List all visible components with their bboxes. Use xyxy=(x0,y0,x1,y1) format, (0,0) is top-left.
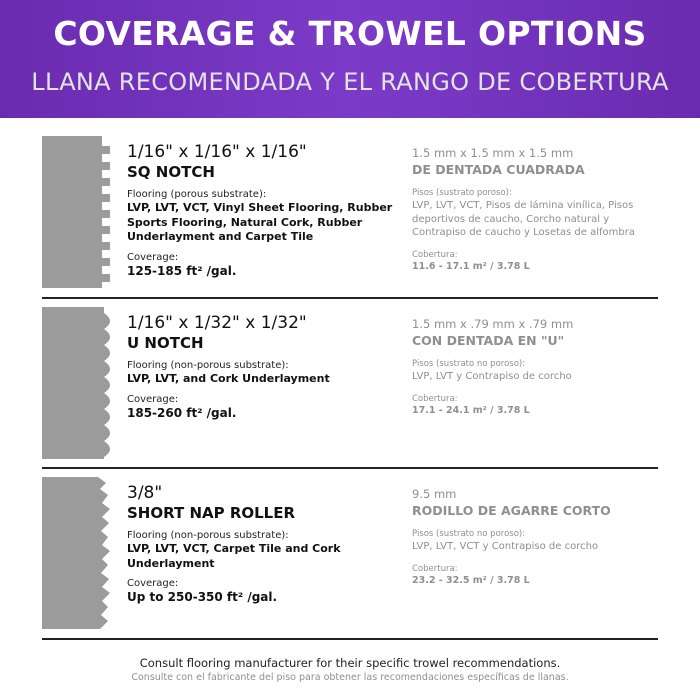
trowel-name-es: DE DENTADA CUADRADA xyxy=(412,162,585,177)
flooring-label: Flooring (non-porous substrate): xyxy=(127,530,289,541)
flooring-label: Flooring (non-porous substrate): xyxy=(127,360,289,371)
option-details-es xyxy=(412,487,662,587)
coverage-value: 125-185 ft² /gal. xyxy=(127,263,237,278)
trowel-option-sq-notch xyxy=(42,136,658,296)
coverage-label-es: Cobertura: xyxy=(412,393,458,404)
trowel-name: U NOTCH xyxy=(127,334,204,352)
coverage-label: Coverage: xyxy=(127,578,179,589)
coverage-value-es: 11.6 - 17.1 m² / 3.78 L xyxy=(412,260,530,272)
trowel-name: SHORT NAP ROLLER xyxy=(127,504,296,522)
footer-note: Consult flooring manufacturer for their specific trowel recommendations. xyxy=(139,656,561,670)
option-details-en xyxy=(127,142,407,279)
header-banner xyxy=(0,0,700,118)
coverage-label: Coverage: xyxy=(127,393,179,405)
option-details-es xyxy=(412,317,662,417)
trowel-size-es: 9.5 mm xyxy=(412,487,457,501)
trowel-option-short-nap-roller xyxy=(42,477,658,637)
coverage-label-es: Cobertura: xyxy=(412,249,458,260)
trowel-size: 1/16" x 1/32" x 1/32" xyxy=(127,313,307,333)
divider xyxy=(42,638,658,640)
flooring-materials-es: LVP, LVT, VCT, Pisos de lámina vinílica, Pisos deportivos de caucho, Corcho natural y Contrapiso de caucho y Losetas de alfombra xyxy=(412,200,635,238)
page-title: COVERAGE & TROWEL OPTIONS xyxy=(53,14,647,53)
trowel-option-u-notch xyxy=(42,307,658,467)
nap-roller-icon xyxy=(42,477,112,629)
coverage-value: 185-260 ft² /gal. xyxy=(127,405,237,420)
square-notch-trowel-icon xyxy=(42,136,112,288)
flooring-materials: LVP, LVT, and Cork Underlayment xyxy=(127,372,330,385)
trowel-name: SQ NOTCH xyxy=(127,163,215,181)
coverage-value-es: 17.1 - 24.1 m² / 3.78 L xyxy=(412,404,530,416)
flooring-label-es: Pisos (sustrato no poroso): xyxy=(412,529,526,539)
option-details-en xyxy=(127,313,407,421)
trowel-size: 1/16" x 1/16" x 1/16" xyxy=(127,142,307,162)
option-details-es xyxy=(412,146,662,273)
flooring-label: Flooring (porous substrate): xyxy=(127,189,267,200)
coverage-label: Coverage: xyxy=(127,251,179,263)
trowel-size-es: 1.5 mm x 1.5 mm x 1.5 mm xyxy=(412,146,574,160)
flooring-label-es: Pisos (sustrato poroso): xyxy=(412,188,512,198)
divider xyxy=(42,297,658,299)
trowel-name-es: CON DENTADA EN "U" xyxy=(412,333,565,348)
page-subtitle-es: LLANA RECOMENDADA Y EL RANGO DE COBERTURA xyxy=(31,68,669,96)
flooring-materials: LVP, LVT, VCT, Vinyl Sheet Flooring, Rubber Sports Flooring, Natural Cork, Rubber Underlayment and Carpet Tile xyxy=(127,201,393,243)
footer-note-es: Consulte con el fabricante del piso para obtener las recomendaciones específicas de llanas. xyxy=(131,672,569,683)
u-notch-trowel-icon xyxy=(42,307,112,459)
trowel-name-es: RODILLO DE AGARRE CORTO xyxy=(412,503,611,518)
flooring-materials-es: LVP, LVT, VCT y Contrapiso de corcho xyxy=(412,541,599,552)
option-details-en xyxy=(127,483,407,605)
trowel-size-es: 1.5 mm x .79 mm x .79 mm xyxy=(412,317,574,331)
flooring-label-es: Pisos (sustrato no poroso): xyxy=(412,359,526,369)
divider xyxy=(42,467,658,469)
coverage-label-es: Cobertura: xyxy=(412,563,458,574)
coverage-value: Up to 250-350 ft² /gal. xyxy=(127,590,278,604)
trowel-size: 3/8" xyxy=(127,483,163,503)
flooring-materials: LVP, LVT, VCT, Carpet Tile and Cork Underlayment xyxy=(127,542,341,570)
coverage-value-es: 23.2 - 32.5 m² / 3.78 L xyxy=(412,574,530,586)
flooring-materials-es: LVP, LVT y Contrapiso de corcho xyxy=(412,371,572,382)
